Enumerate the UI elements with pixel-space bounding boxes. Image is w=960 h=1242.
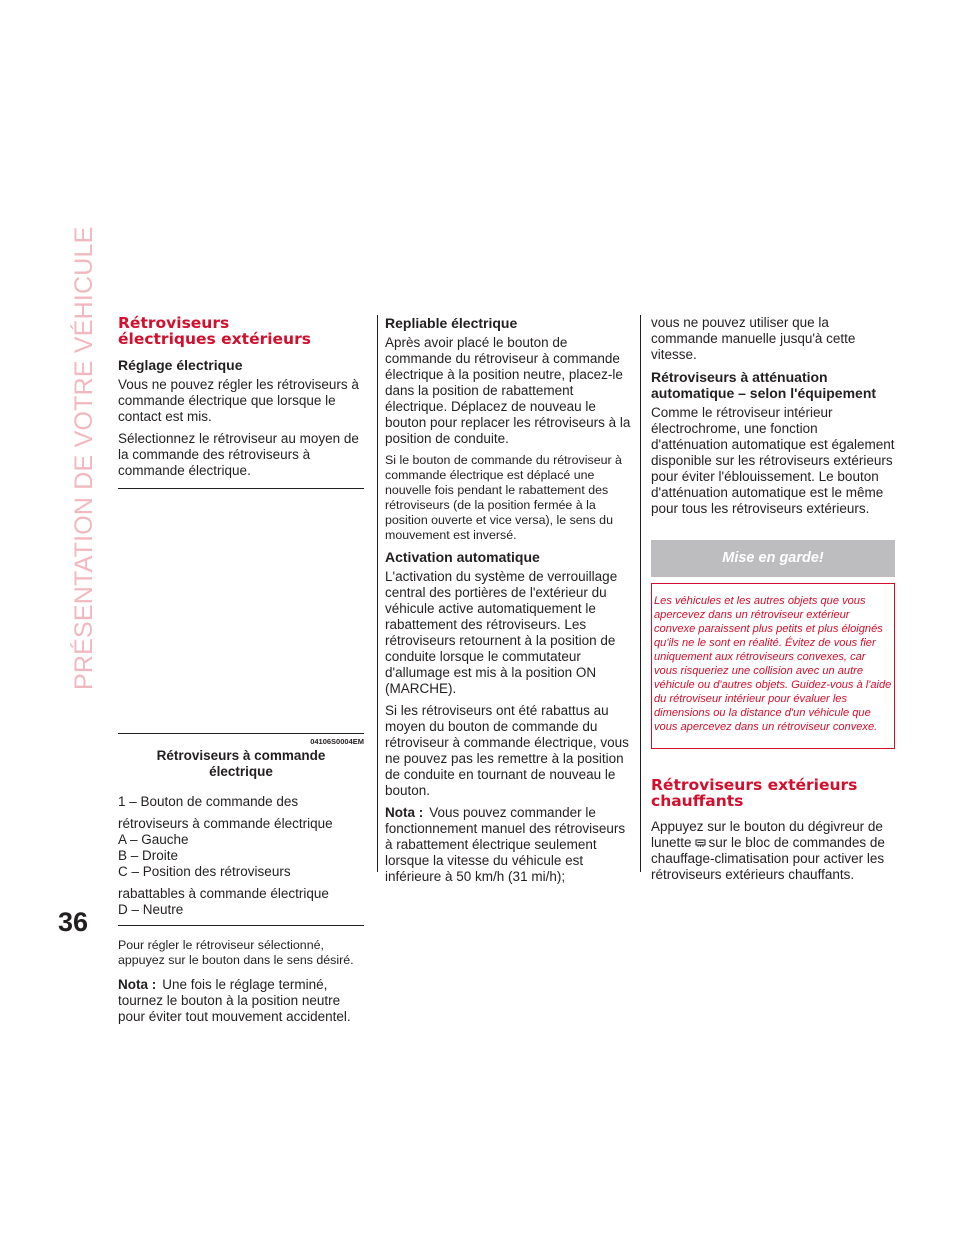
- subheading-line1: Rétroviseurs à atténuation: [651, 369, 828, 385]
- legend-item: B – Droite: [118, 848, 179, 863]
- subheading-line2: automatique – selon l'équipement: [651, 385, 877, 401]
- warning-box: [651, 583, 895, 749]
- subheading-auto-dimming: [651, 369, 895, 401]
- sidebar-title-text: PRÉSENTATION DE VOTRE VÉHICULE: [70, 226, 98, 690]
- section-title-line1: Rétroviseurs extérieurs: [651, 776, 858, 794]
- legend-item: rétroviseurs à commande électrique: [118, 816, 333, 831]
- paragraph: Si le bouton de commande du rétroviseur à commande électrique est déplacé une nouvelle fois pendant le rabattement des rétroviseurs (de la position fermée à la position ouverte et vice versa), le sens du mouvement est inversé.: [385, 453, 622, 542]
- note-label: Nota :: [385, 805, 424, 820]
- figure-caption-line1: Rétroviseurs à commande: [156, 748, 326, 763]
- section-title-line2: électriques extérieurs: [118, 330, 311, 348]
- warning-text: Les véhicules et les autres objets que vous apercevez dans un rétroviseur extérieur convexe paraissent plus petits et plus éloignés qu'ils ne le sont en réalité. Évitez de vous fier uniquement aux rétroviseurs convexes, car vous risqueriez une collision avec un autre véhicule ou d'autres objets. Guidez-vous à l'aide du rétroviseur intérieur pour évaluer les dimensions ou la distance d'un véhicule que vous apercevez dans un rétroviseur convexe.: [654, 595, 892, 733]
- figure-code: 04106S0004EM: [310, 737, 364, 746]
- legend-item: D – Neutre: [118, 902, 184, 917]
- legend-item: 1 – Bouton de commande des: [118, 794, 299, 809]
- paragraph-part1: Appuyez sur le bouton du dégivreur de lunette: [651, 819, 883, 850]
- warning-header: Mise en garde!: [651, 540, 895, 577]
- paragraph-heated: [651, 819, 895, 883]
- paragraph: L'activation du système de verrouillage central des portières de l'extérieur du véhicule active automatiquement le rabattement des rétroviseurs. Les rétroviseurs retournent à la position de conduite lorsque le commutateur d'allumage est mis à la position ON (MARCHE).: [385, 569, 618, 696]
- legend-rule: [118, 925, 364, 926]
- section-title-power-mirrors: [118, 315, 364, 347]
- legend-item: A – Gauche: [118, 832, 189, 847]
- column-divider: [377, 315, 378, 872]
- note-paragraph: [385, 805, 631, 885]
- figure-bottom-rule: [118, 733, 364, 734]
- figure-image-area: [118, 489, 364, 733]
- note-label: Nota :: [118, 977, 157, 992]
- column-3: [651, 315, 895, 889]
- page-number: 36: [58, 907, 89, 937]
- paragraph: vous ne pouvez utiliser que la commande manuelle jusqu'à cette vitesse.: [651, 315, 856, 362]
- subheading-electric-adjust: Réglage électrique: [118, 357, 243, 373]
- note-text: Vous pouvez commander le fonctionnement manuel des rétroviseurs à rabattement électrique seulement lorsque la vitesse du véhicule est inférieure à 50 km/h (31 mi/h);: [385, 805, 626, 884]
- paragraph-part2: sur le bloc de commandes de chauffage-climatisation pour activer les rétroviseurs extérieurs chauffants.: [651, 835, 885, 882]
- legend-item: rabattables à commande électrique: [118, 886, 329, 901]
- paragraph-adjust: Pour régler le rétroviseur sélectionné, appuyez sur le bouton dans le sens désiré.: [118, 938, 354, 967]
- paragraph: Après avoir placé le bouton de commande du rétroviseur à commande électrique à la position neutre, placez-le dans la position de rabattement électrique. Déplacez de nouveau le bouton pour replacer les rétroviseurs à la position de conduite.: [385, 335, 631, 446]
- figure-caption-line2: électrique: [209, 764, 273, 779]
- section-title-heated-mirrors: [651, 777, 895, 809]
- column-2: [385, 315, 631, 891]
- subheading-power-fold: Repliable électrique: [385, 315, 518, 331]
- rear-defroster-icon: [695, 839, 706, 848]
- column-divider: [640, 315, 641, 872]
- figure-legend: [118, 794, 364, 918]
- paragraph: Vous ne pouvez régler les rétroviseurs à commande électrique que lorsque le contact est mis.: [118, 377, 359, 424]
- legend-item: C – Position des rétroviseurs: [118, 864, 291, 879]
- paragraph: Comme le rétroviseur intérieur électrochrome, une fonction d'atténuation automatique est également disponible sur les rétroviseurs extérieurs pour éviter l'éblouissement. Le bouton d'atténuation automatique est le même pour tous les rétroviseurs extérieurs.: [651, 405, 895, 516]
- note-text: Une fois le réglage terminé, tournez le bouton à la position neutre pour éviter tout mouvement accidentel.: [118, 977, 351, 1024]
- figure-caption: [118, 748, 364, 780]
- paragraph: Sélectionnez le rétroviseur au moyen de la commande des rétroviseurs à commande électrique.: [118, 431, 359, 478]
- section-title-line2: chauffants: [651, 792, 744, 810]
- subheading-auto-activation: Activation automatique: [385, 549, 540, 565]
- column-1: [118, 315, 364, 1031]
- section-title-line1: Rétroviseurs: [118, 314, 230, 332]
- paragraph: Si les rétroviseurs ont été rabattus au moyen du bouton de commande du rétroviseur à commande électrique, vous ne pouvez pas les remettre à la position de conduite en tournant de nouveau le bouton.: [385, 703, 629, 798]
- note-paragraph: [118, 977, 364, 1025]
